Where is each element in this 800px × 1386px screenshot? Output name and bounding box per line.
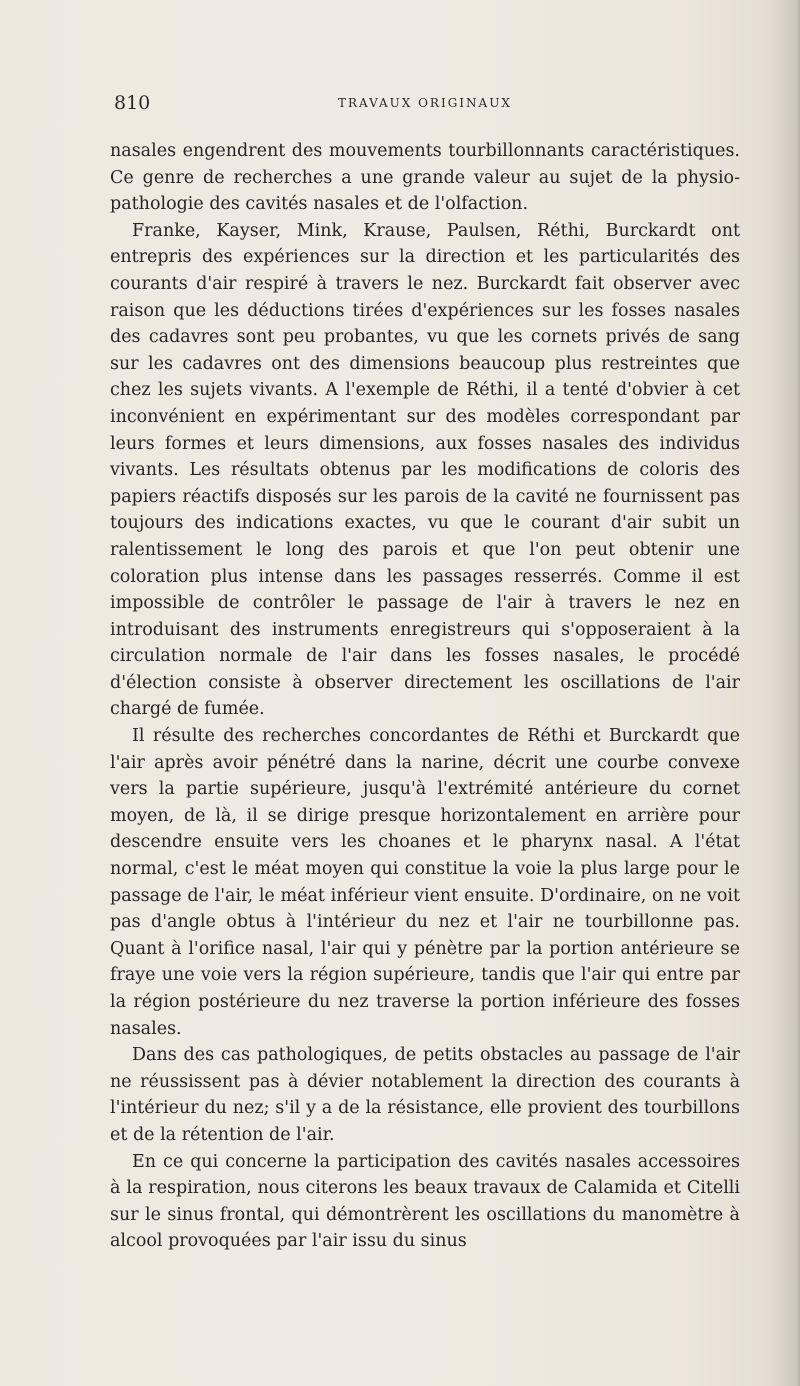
paragraph: Il résulte des recherches concordantes de Réthi et Burckardt que l'air après avoir pénétré dans la narine, décrit une courbe convexe vers la partie supérieure, jusqu'à l'extrémité antérieure du cornet moyen, de là, il se dirige presque horizontalement en arrière pour descendre ensuite vers les choanes et le pharynx nasal. A l'état normal, c'est le méat moyen qui constitue la voie la plus large pour le passage de l'air, le méat inférieur vient ensuite. D'ordinaire, on ne voit pas d'angle obtus à l'intérieur du nez et l'air ne tourbillonne pas. Quant à l'orifice nasal, l'air qui y pénètre par la portion antérieure se fraye une voie vers la région supérieure, tandis que l'air qui entre par la région postérieure du nez traverse la portion inférieure des fosses nasales. (110, 726, 740, 1039)
paragraph-continuation: nasales engendrent des mouvements tourbillonnants caractéristiques. Ce genre de recherches a une grande valeur au sujet de la physio-pathologie des cavités nasales et de l'olfaction. (110, 141, 740, 215)
paragraph: En ce qui concerne la participation des cavités nasales accessoires à la respiration, nous citerons les beaux travaux de Calamida et Citelli sur le sinus frontal, qui démontrèrent les oscillations du manomètre à alcool provoquées par l'air issu du sinus (110, 1151, 740, 1252)
page-edge-shadow (790, 0, 800, 1386)
page-header (114, 92, 714, 120)
page-number: 810 (114, 92, 151, 114)
running-head: TRAVAUX ORIGINAUX (338, 96, 512, 110)
body-text (110, 138, 740, 1255)
paragraph: Franke, Kayser, Mink, Krause, Paulsen, Réthi, Burckardt ont entrepris des expériences sur la direction et les particularités des courants d'air respiré à travers le nez. Burckardt fait observer avec raison que les déductions tirées d'expériences sur les fosses nasales des cadavres sont peu probantes, vu que les cornets privés de sang sur les cadavres ont des dimensions beaucoup plus restreintes que chez les sujets vivants. A l'exemple de Réthi, il a tenté d'obvier à cet inconvénient en expérimentant sur des modèles correspondant par leurs formes et leurs dimensions, aux fosses nasales des individus vivants. Les résultats obtenus par les modifications de coloris des papiers réactifs disposés sur les parois de la cavité ne fournissent pas toujours des indications exactes, vu que le courant d'air subit un ralentissement le long des parois et que l'on peut obtenir une coloration plus intense dans les passages resserrés. Comme il est impossible de contrôler le passage de l'air à travers le nez en introduisant des instruments enregistreurs qui s'opposeraient à la circulation normale de l'air dans les fosses nasales, le procédé d'élection consiste à observer directement les oscillations de l'air chargé de fumée. (110, 220, 740, 720)
paragraph: Dans des cas pathologiques, de petits obstacles au passage de l'air ne réussissent pas à dévier notablement la direction des courants à l'intérieur du nez; s'il y a de la résistance, elle provient des tourbillons et de la rétention de l'air. (110, 1045, 740, 1145)
